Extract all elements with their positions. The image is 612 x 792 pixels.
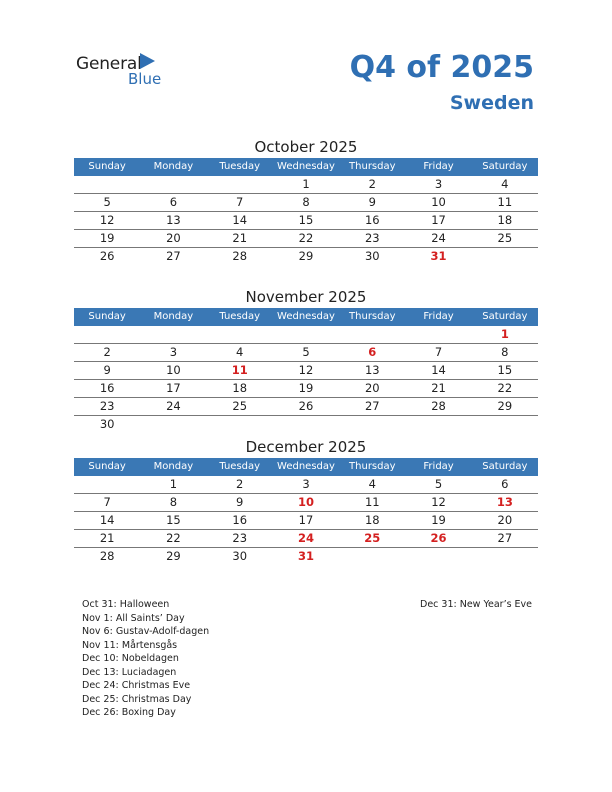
day-cell	[207, 176, 273, 193]
day-cell: 8	[169, 495, 178, 509]
day-cell: 3	[169, 345, 178, 359]
week-row	[74, 176, 538, 194]
day-cell: 21	[232, 231, 248, 245]
week-row	[74, 530, 538, 548]
holiday-list	[82, 598, 209, 720]
day-cell: 2	[103, 345, 111, 359]
day-cell: 16	[99, 381, 115, 395]
day-cell: 28	[232, 249, 248, 263]
week-row	[74, 398, 538, 416]
logo-blue-text: Blue	[128, 70, 162, 88]
day-cell	[207, 416, 273, 433]
weekday-label: Friday	[423, 161, 454, 172]
country-subtitle: Sweden	[449, 92, 534, 114]
day-cell: 29	[497, 399, 513, 413]
holiday-note: Dec 25: Christmas Day	[82, 693, 192, 705]
weekday-label: Thursday	[349, 311, 396, 322]
day-cell: 30	[364, 249, 380, 263]
day-cell: 25	[232, 399, 248, 413]
day-cell: 29	[166, 549, 181, 563]
day-cell	[472, 416, 538, 433]
day-cell	[339, 416, 405, 433]
holiday-day-cell: 10	[297, 495, 314, 509]
day-cell: 15	[298, 213, 314, 227]
day-cell: 18	[364, 513, 380, 527]
weekday-label: Thursday	[349, 461, 396, 472]
day-cell: 1	[302, 177, 310, 191]
weekday-label: Sunday	[88, 161, 126, 172]
day-cell: 14	[431, 363, 446, 377]
weekday-label: Monday	[153, 461, 194, 472]
week-row	[74, 548, 538, 565]
day-cell: 17	[166, 381, 181, 395]
holiday-note: Dec 31: New Year’s Eve	[420, 599, 533, 610]
holiday-note: Oct 31: Halloween	[82, 599, 170, 610]
weekday-label: Wednesday	[277, 311, 335, 322]
page-title: Q4 of 2025	[349, 50, 534, 85]
holiday-note: Dec 13: Luciadagen	[82, 666, 177, 678]
day-cell: 17	[298, 513, 314, 527]
day-cell: 26	[298, 399, 314, 413]
day-cell: 19	[298, 381, 314, 395]
week-row	[74, 380, 538, 398]
day-cell: 5	[302, 345, 310, 359]
holiday-day-cell: 31	[297, 549, 314, 563]
holiday-day-cell: 26	[430, 531, 447, 545]
day-cell	[405, 548, 471, 565]
day-cell: 4	[236, 345, 244, 359]
holiday-note: Dec 24: Christmas Eve	[82, 680, 191, 691]
weekday-label: Sunday	[88, 311, 126, 322]
weekday-label: Wednesday	[277, 461, 335, 472]
day-cell	[140, 176, 206, 193]
week-row	[74, 326, 538, 344]
weekday-header	[74, 308, 538, 326]
day-cell: 9	[368, 195, 376, 209]
day-cell: 5	[434, 477, 443, 491]
week-row	[74, 194, 538, 212]
day-cell: 17	[431, 213, 446, 227]
week-row	[74, 416, 538, 433]
day-cell: 18	[497, 213, 513, 227]
day-cell: 4	[368, 477, 376, 491]
day-cell	[472, 548, 538, 565]
day-cell	[339, 548, 405, 565]
week-row	[74, 344, 538, 362]
day-cell	[140, 326, 206, 343]
week-row	[74, 512, 538, 530]
week-row	[74, 362, 538, 380]
day-cell	[74, 326, 140, 343]
day-cell: 3	[434, 177, 443, 191]
day-cell: 2	[368, 177, 376, 191]
holiday-note: Nov 6: Gustav-Adolf-dagen	[82, 626, 210, 637]
day-cell: 28	[99, 549, 115, 563]
day-cell: 18	[232, 381, 248, 395]
holiday-day-cell: 24	[297, 531, 314, 545]
day-cell	[405, 326, 471, 343]
day-cell	[207, 326, 273, 343]
day-cell: 5	[103, 195, 111, 209]
day-cell: 26	[99, 249, 115, 263]
day-cell: 13	[166, 213, 181, 227]
day-cell: 19	[431, 513, 446, 527]
day-cell: 11	[364, 495, 380, 509]
day-cell: 23	[232, 531, 248, 545]
day-cell	[472, 248, 538, 265]
week-row	[74, 494, 538, 512]
day-cell	[405, 416, 471, 433]
weekday-label: Saturday	[482, 161, 528, 172]
day-cell: 2	[236, 477, 244, 491]
week-row	[74, 230, 538, 248]
month-title: November 2025	[245, 288, 367, 306]
weekday-label: Saturday	[482, 461, 528, 472]
day-cell: 16	[232, 513, 248, 527]
month-title: October 2025	[254, 138, 358, 156]
day-cell: 19	[99, 231, 115, 245]
day-cell: 27	[166, 249, 181, 263]
day-cell: 12	[298, 363, 314, 377]
holiday-day-cell: 25	[364, 531, 381, 545]
day-cell: 14	[232, 213, 248, 227]
holiday-day-cell: 31	[430, 249, 447, 263]
weekday-label: Thursday	[349, 161, 396, 172]
holiday-day-cell: 1	[500, 327, 509, 341]
day-cell: 16	[364, 213, 380, 227]
day-cell	[339, 326, 405, 343]
day-cell: 30	[99, 417, 115, 431]
day-cell: 22	[166, 531, 181, 545]
day-cell: 29	[298, 249, 314, 263]
weekday-label: Tuesday	[219, 311, 261, 322]
logo-flag-icon	[140, 53, 155, 69]
holiday-note: Nov 11: Mårtensgås	[82, 639, 178, 651]
weekday-label: Sunday	[88, 461, 126, 472]
month-november	[74, 286, 538, 433]
logo	[76, 52, 176, 88]
day-cell	[140, 416, 206, 433]
day-cell: 7	[236, 195, 244, 209]
holiday-note: Dec 10: Nobeldagen	[82, 653, 179, 664]
day-cell: 21	[431, 381, 446, 395]
day-cell: 11	[497, 195, 513, 209]
day-cell: 28	[431, 399, 446, 413]
month-title: December 2025	[245, 438, 367, 456]
month-october	[74, 136, 538, 265]
day-cell: 21	[99, 531, 115, 545]
day-cell: 7	[103, 495, 111, 509]
day-cell: 12	[431, 495, 446, 509]
weekday-label: Monday	[153, 161, 194, 172]
weekday-label: Monday	[153, 311, 194, 322]
weekday-label: Friday	[423, 311, 454, 322]
day-cell: 14	[99, 513, 115, 527]
day-cell: 23	[364, 231, 380, 245]
day-cell: 6	[169, 195, 178, 209]
logo-general-text: General	[76, 54, 142, 74]
weekday-header	[74, 158, 538, 176]
weekday-label: Saturday	[482, 311, 528, 322]
day-cell: 20	[497, 513, 513, 527]
week-row	[74, 248, 538, 265]
day-cell: 1	[169, 477, 178, 491]
holiday-day-cell: 11	[231, 363, 248, 377]
day-cell: 22	[298, 231, 314, 245]
day-cell: 9	[103, 363, 111, 377]
weekday-label: Wednesday	[277, 161, 335, 172]
month-december	[74, 436, 538, 565]
day-cell: 30	[232, 549, 248, 563]
day-cell: 9	[236, 495, 244, 509]
holiday-note: Nov 1: All Saints’ Day	[82, 612, 185, 624]
day-cell: 20	[166, 231, 181, 245]
day-cell	[74, 476, 140, 493]
holiday-day-cell: 6	[368, 345, 377, 359]
day-cell: 6	[501, 477, 509, 491]
day-cell	[273, 416, 339, 433]
day-cell: 15	[166, 513, 181, 527]
day-cell: 8	[302, 195, 310, 209]
day-cell: 22	[497, 381, 513, 395]
day-cell: 10	[166, 363, 181, 377]
day-cell: 13	[364, 363, 380, 377]
day-cell: 27	[497, 531, 513, 545]
week-row	[74, 476, 538, 494]
weekday-label: Tuesday	[219, 161, 261, 172]
day-cell: 25	[497, 231, 513, 245]
day-cell: 23	[99, 399, 115, 413]
day-cell: 3	[302, 477, 310, 491]
day-cell: 10	[431, 195, 446, 209]
day-cell	[74, 176, 140, 193]
day-cell: 24	[166, 399, 181, 413]
week-row	[74, 212, 538, 230]
weekday-header	[74, 458, 538, 476]
weekday-label: Tuesday	[219, 461, 261, 472]
day-cell: 4	[501, 177, 509, 191]
day-cell: 27	[364, 399, 380, 413]
day-cell: 7	[434, 345, 443, 359]
holiday-note: Dec 26: Boxing Day	[82, 707, 176, 718]
holiday-day-cell: 13	[496, 495, 513, 509]
day-cell: 8	[501, 345, 509, 359]
weekday-label: Friday	[423, 461, 454, 472]
day-cell: 20	[364, 381, 380, 395]
day-cell: 24	[431, 231, 446, 245]
holiday-list-right	[420, 598, 532, 612]
day-cell	[273, 326, 339, 343]
day-cell: 15	[497, 363, 513, 377]
day-cell: 12	[99, 213, 115, 227]
